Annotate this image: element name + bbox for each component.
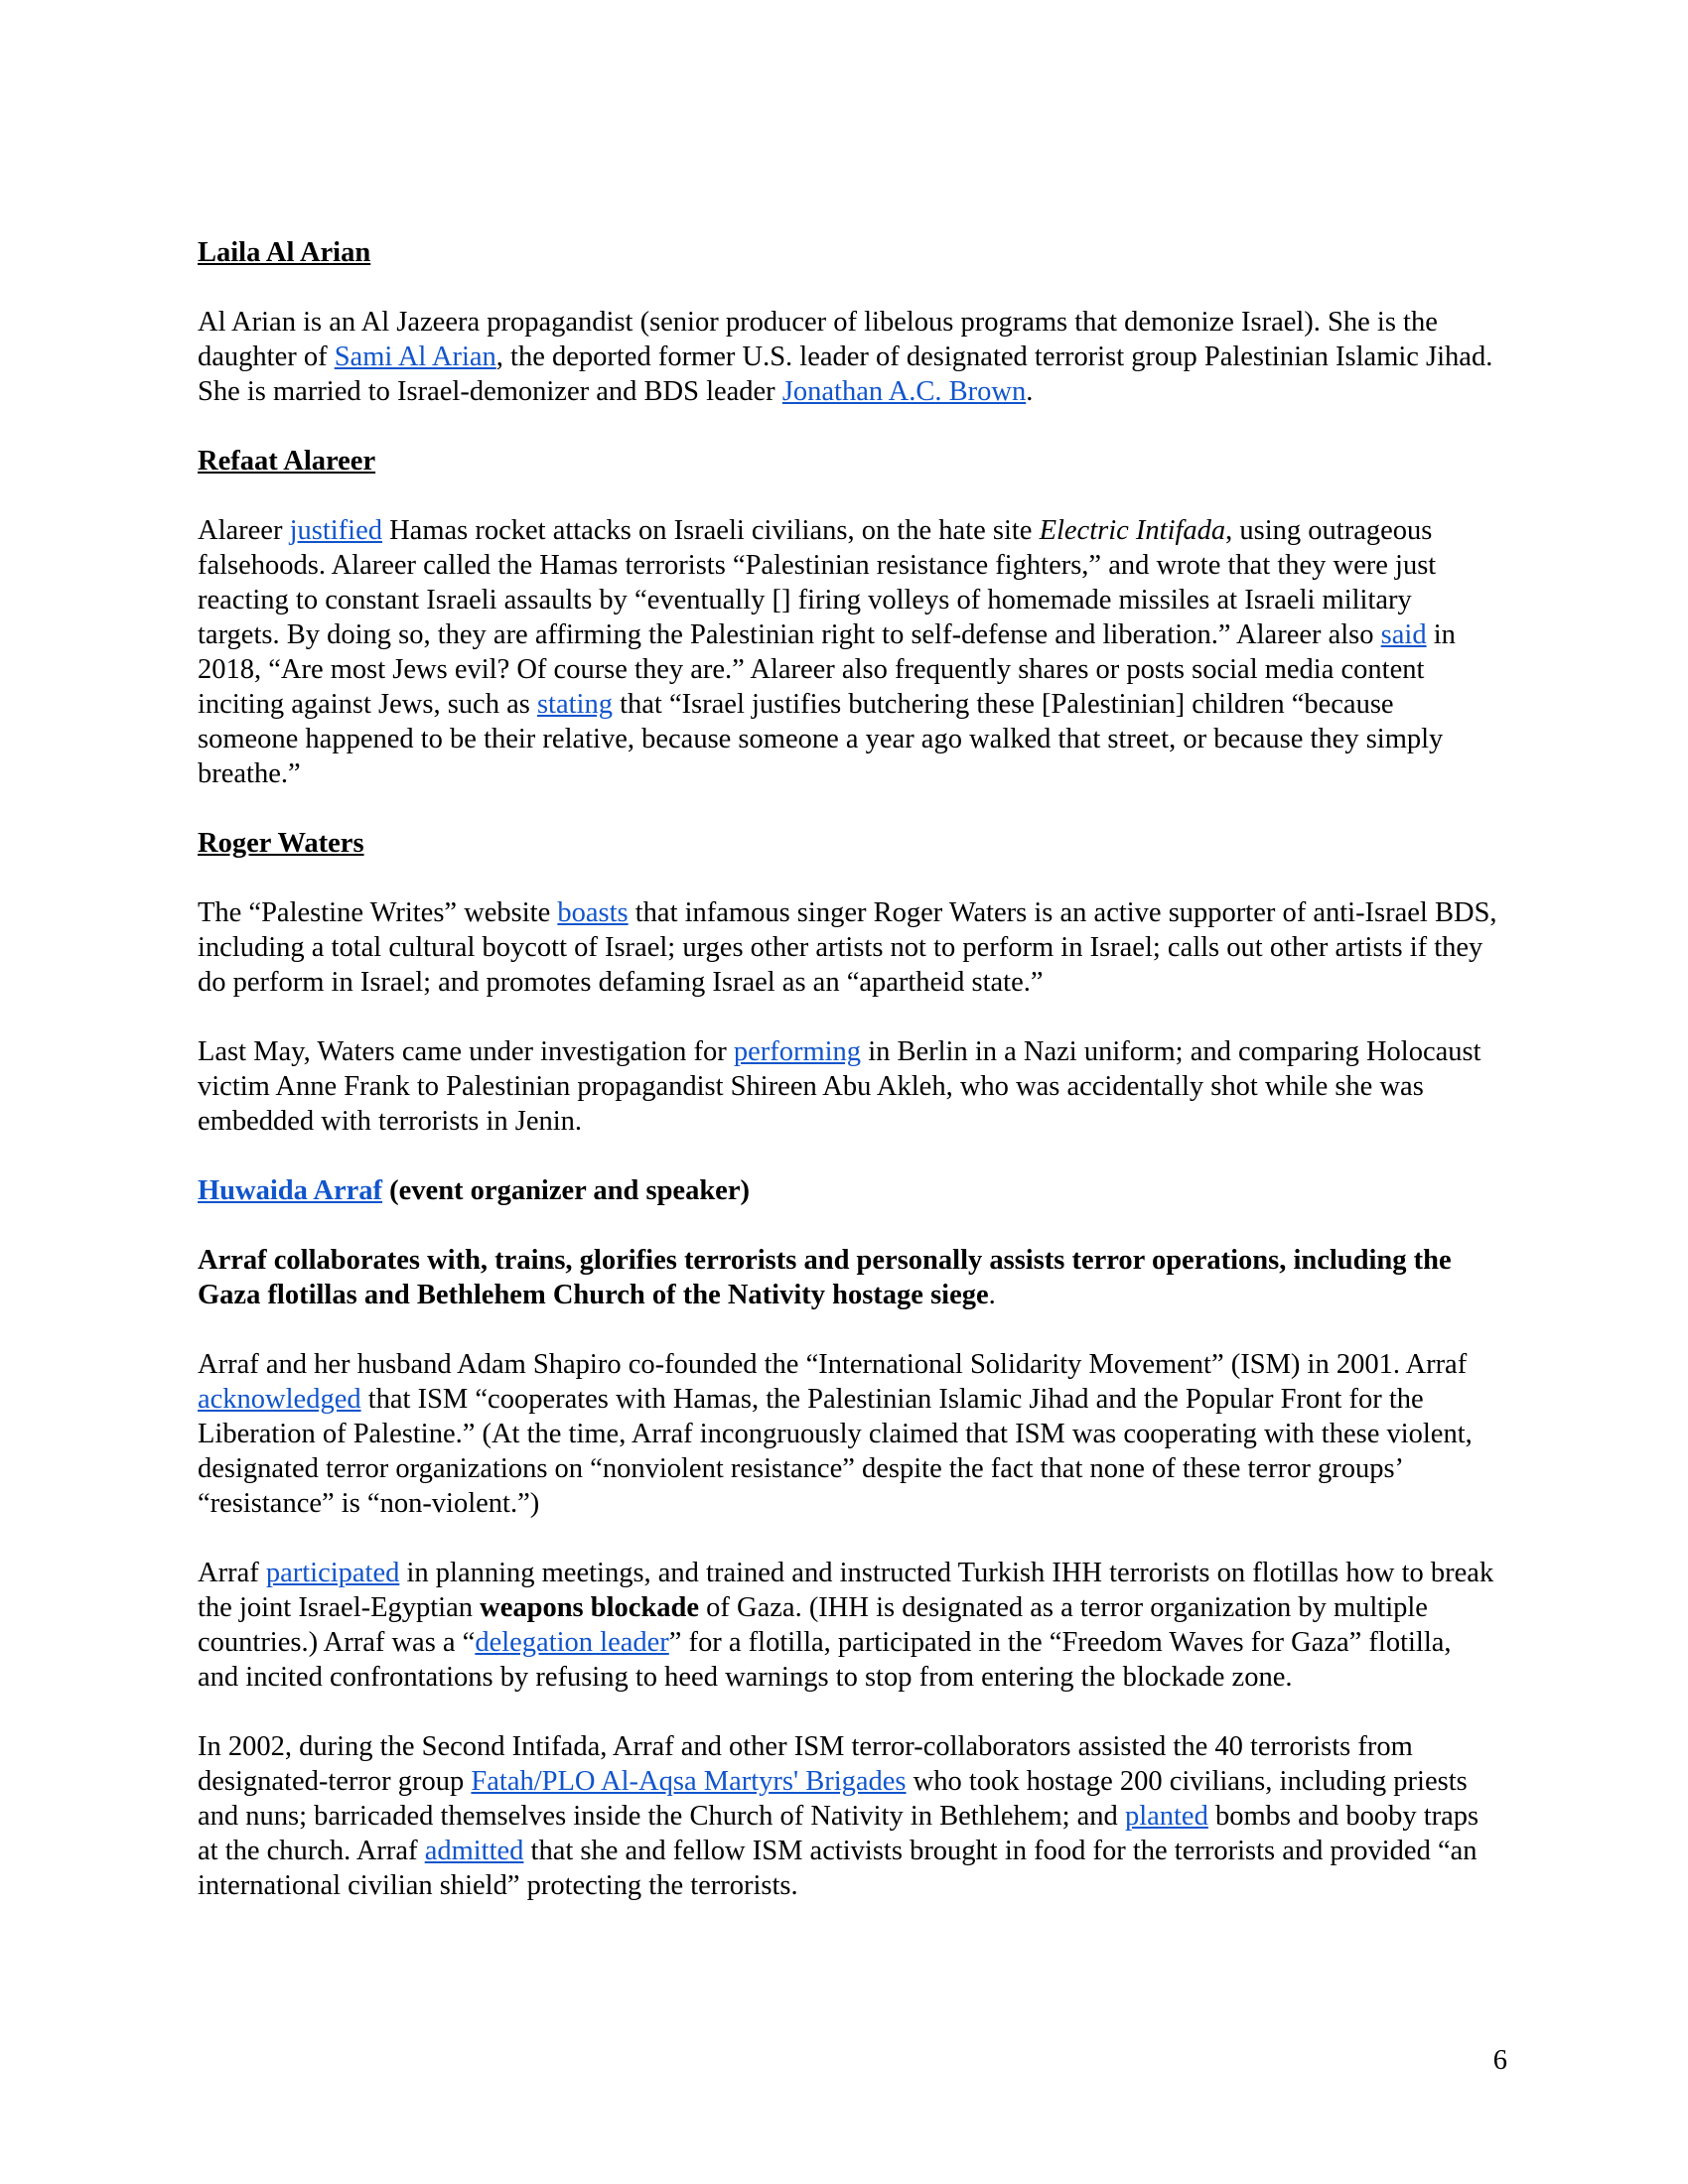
bold-weapons-blockade: weapons blockade bbox=[480, 1592, 700, 1623]
text-run: Arraf bbox=[198, 1558, 266, 1588]
paragraph-huwaida-summary bbox=[198, 1243, 1498, 1312]
text-run: in planning meetings, and trained and instructed Turkish IHH terrorists on flotillas how to break the joint Israel-Egyptian bbox=[198, 1558, 1494, 1623]
text-run: of Gaza. (IHH is designated as a terror organization by multiple countries.) Arraf was a “ bbox=[198, 1592, 1428, 1658]
link-planted[interactable]: planted bbox=[1124, 1801, 1208, 1832]
text-run: The “Palestine Writes” website bbox=[198, 897, 558, 928]
text-run: Alareer bbox=[198, 515, 290, 546]
link-performing[interactable]: performing bbox=[733, 1036, 862, 1067]
paragraph-refaat-1 bbox=[198, 513, 1498, 791]
section-heading-huwaida-arraf bbox=[198, 1173, 1498, 1208]
paragraph-roger-2 bbox=[198, 1034, 1498, 1139]
link-stating[interactable]: stating bbox=[536, 689, 613, 720]
italic-site-name: Electric Intifada bbox=[1039, 515, 1226, 546]
link-participated[interactable]: participated bbox=[265, 1558, 400, 1588]
text-run: in 2018, “Are most Jews evil? Of course they are.” Alareer also frequently shares or posts social media content inciting against Jews, such as bbox=[198, 619, 1456, 720]
link-admitted[interactable]: admitted bbox=[424, 1836, 524, 1866]
link-justified[interactable]: justified bbox=[289, 515, 382, 546]
link-jonathan-brown[interactable]: Jonathan A.C. Brown bbox=[781, 376, 1027, 407]
link-boasts[interactable]: boasts bbox=[557, 897, 629, 928]
page-number: 6 bbox=[1492, 2045, 1507, 2076]
text-run: in Berlin in a Nazi uniform; and comparing Holocaust victim Anne Frank to Palestinian propagandist Shireen Abu Akleh, who was accidentally shot while she was embedded with terrorists in Jenin. bbox=[198, 1036, 1481, 1137]
link-said[interactable]: said bbox=[1380, 619, 1427, 650]
paragraph-huwaida-1 bbox=[198, 1347, 1498, 1521]
section-heading-roger-waters: Roger Waters bbox=[198, 828, 364, 859]
text-run: Al Arian is an Al Jazeera propagandist (senior producer of libelous programs that demonize Israel). She is the daughter of bbox=[198, 307, 1438, 372]
page-content bbox=[198, 235, 1498, 1938]
text-run: “resistance” is “non-violent.”) bbox=[198, 1488, 540, 1519]
text-run: that “Israel justifies butchering these [Palestinian] children “because someone happened to be their relative, because someone a year ago walked that street, or because they simply breathe.” bbox=[198, 689, 1444, 789]
text-run: , the deported former U.S. leader of designated terrorist group Palestinian Islamic Jihad. She is married to Israel-demonizer and BDS leader bbox=[198, 341, 1493, 407]
text-run: , using outrageous falsehoods. Alareer called the Hamas terrorists “Palestinian resistance fighters,” and wrote that they were just reacting to constant Israeli assaults by “eventually [] firing volleys of homemade missiles at Israeli military targets. By doing so, they are affirming the Palestinian right to self-defense and liberation.” Alareer also bbox=[198, 515, 1437, 650]
paragraph-huwaida-2 bbox=[198, 1556, 1498, 1695]
text-run: that she and fellow ISM activists brought in food for the terrorists and provided “an international civilian shield” protecting the terrorists. bbox=[198, 1836, 1477, 1901]
paragraph-roger-1 bbox=[198, 895, 1498, 1000]
link-sami-al-arian[interactable]: Sami Al Arian bbox=[334, 341, 496, 372]
bold-summary: Arraf collaborates with, trains, glorifies terrorists and personally assists terror operations, including the Gaza flotillas and Bethlehem Church of the Nativity hostage siege bbox=[198, 1245, 1452, 1310]
heading-suffix: (event organizer and speaker) bbox=[382, 1175, 750, 1206]
text-run: . bbox=[1026, 376, 1034, 407]
text-run: bombs and booby traps at the church. Arraf bbox=[198, 1801, 1479, 1866]
text-run: who took hostage 200 civilians, including priests and nuns; barricaded themselves inside the Church of Nativity in Bethlehem; and bbox=[198, 1766, 1468, 1832]
text-run: . bbox=[988, 1280, 996, 1310]
text-run: Last May, Waters came under investigation for bbox=[198, 1036, 734, 1067]
text-run: In 2002, during the Second Intifada, Arraf and other ISM terror-collaborators assisted the 40 terrorists from designated-terror group bbox=[198, 1731, 1413, 1797]
link-acknowledged[interactable]: acknowledged bbox=[198, 1384, 361, 1415]
text-run: Hamas rocket attacks on Israeli civilians, on the hate site bbox=[381, 515, 1040, 546]
text-run: Arraf and her husband Adam Shapiro co-founded the “International Solidarity Movement” (ISM) in 2001. Arraf bbox=[198, 1349, 1468, 1380]
link-delegation-leader[interactable]: delegation leader bbox=[475, 1627, 669, 1658]
text-run: that ISM “cooperates with Hamas, the Palestinian Islamic Jihad and the Popular Front for the Liberation of Palestine.” (At the time, Arraf incongruously claimed that ISM was cooperating with these violent, designated terror organizations on “nonviolent resistance” despite the fact that none of these terror groups’ bbox=[198, 1384, 1473, 1484]
section-heading-laila-al-arian: Laila Al Arian bbox=[198, 237, 371, 268]
paragraph-huwaida-3 bbox=[198, 1729, 1498, 1903]
link-huwaida-arraf[interactable]: Huwaida Arraf bbox=[198, 1175, 383, 1206]
paragraph-laila-1 bbox=[198, 305, 1498, 409]
link-fatah-plo-brigades[interactable]: Fatah/PLO Al-Aqsa Martyrs' Brigades bbox=[471, 1766, 907, 1797]
text-run: that infamous singer Roger Waters is an active supporter of anti-Israel BDS, including a total cultural boycott of Israel; urges other artists not to perform in Israel; calls out other artists if they do perform in Israel; and promotes defaming Israel as an “apartheid state.” bbox=[198, 897, 1497, 998]
section-heading-refaat-alareer: Refaat Alareer bbox=[198, 446, 376, 477]
text-run: ” for a flotilla, participated in the “Freedom Waves for Gaza” flotilla, and incited confrontations by refusing to heed warnings to stop from entering the blockade zone. bbox=[198, 1627, 1452, 1693]
